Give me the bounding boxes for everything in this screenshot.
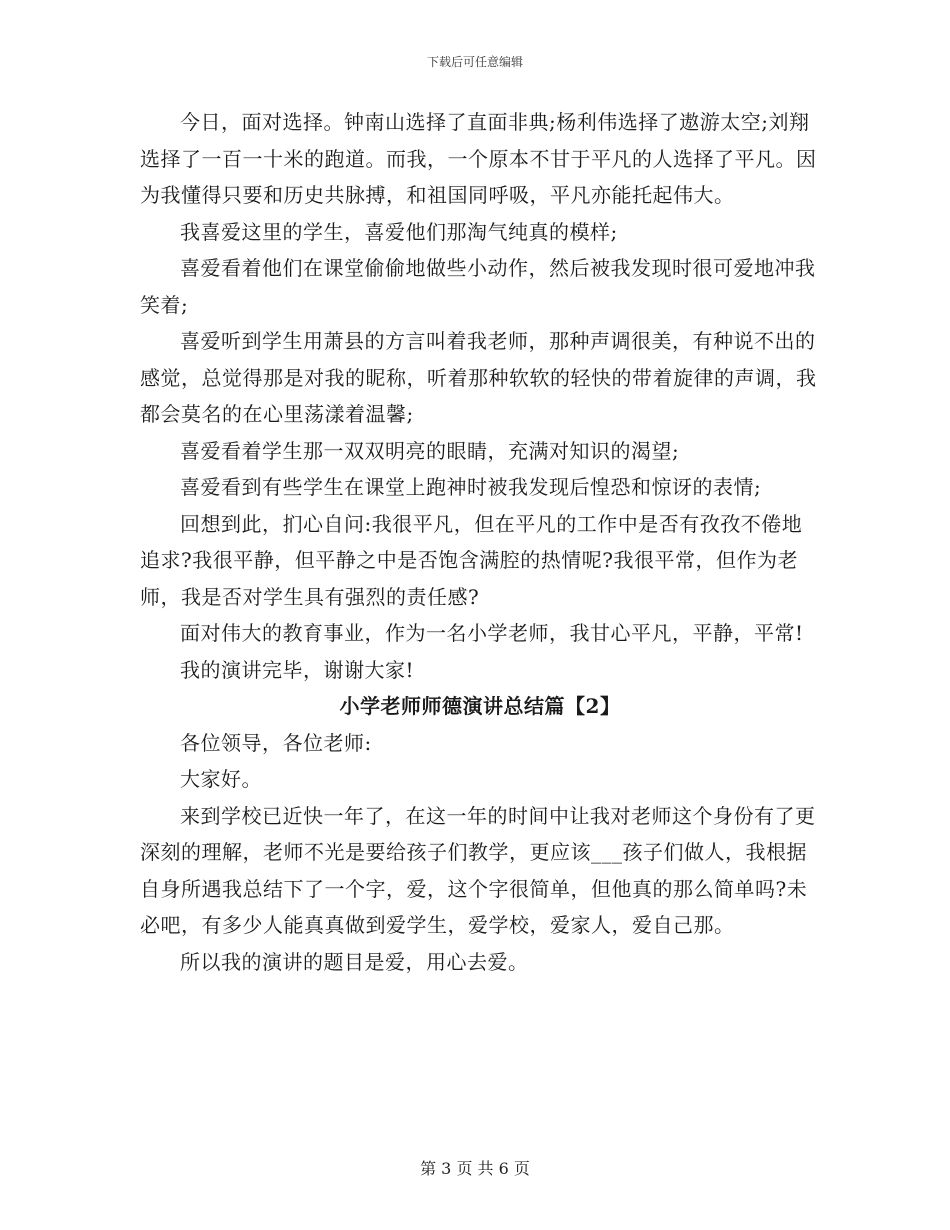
- paragraph: 喜爱听到学生用萧县的方言叫着我老师，那种声调很美，有种说不出的感觉，总觉得那是对我的昵称，听着那种软软的轻快的带着旋律的声调，我都会莫名的在心里荡漾着温馨;: [140, 329, 817, 426]
- page-footer: 第 3 页 共 6 页: [420, 1159, 530, 1178]
- paragraph: 各位领导，各位老师:: [180, 730, 372, 755]
- paragraph: 喜爱看着他们在课堂偷偷地做些小动作，然后被我发现时很可爱地冲我笑着;: [140, 256, 816, 317]
- paragraph: 今日，面对选择。钟南山选择了直面非典;杨利伟选择了遨游太空;刘翔选择了一百一十米的跑道。而我，一个原本不甘于平凡的人选择了平凡。因为我懂得只要和历史共脉搏，和祖国同呼吸，平凡亦能托起伟大。: [140, 110, 817, 207]
- paragraph: 回想到此，扪心自问:我很平凡，但在平凡的工作中是否有孜孜不倦地追求?我很平静，但平静之中是否饱含满腔的热情呢?我很平常，但作为老师，我是否对学生具有强烈的责任感?: [140, 511, 803, 609]
- paragraph: 喜爱看着学生那一双双明亮的眼睛，充满对知识的渴望;: [180, 438, 680, 463]
- document-body: [140, 104, 820, 980]
- paragraph: 来到学校已近快一年了，在这一年的时间中让我对老师这个身份有了更深刻的理解，老师不光是要给孩子们教学，更应该___孩子们做人，我根据自身所遇我总结下了一个字，爱，这个字很简单，但他真的那么简单吗?未必吧，有多少人能真真做到爱学生，爱学校，爱家人，爱自己那。: [140, 803, 816, 937]
- paragraph: 喜爱看到有些学生在课堂上跑神时被我发现后惶恐和惊讶的表情;: [180, 475, 762, 499]
- paragraph: 我的演讲完毕，谢谢大家!: [180, 657, 415, 682]
- paragraph: 我喜爱这里的学生，喜爱他们那淘气纯真的模样;: [180, 219, 618, 244]
- page-header: 下载后可任意编辑: [426, 55, 523, 69]
- paragraph: 面对伟大的教育事业，作为一名小学老师，我甘心平凡，平静，平常!: [180, 621, 804, 645]
- paragraph: 所以我的演讲的题目是爱，用心去爱。: [180, 949, 529, 974]
- section-title: 小学老师师德演讲总结篇【2】: [339, 694, 621, 718]
- paragraph: 大家好。: [180, 767, 262, 791]
